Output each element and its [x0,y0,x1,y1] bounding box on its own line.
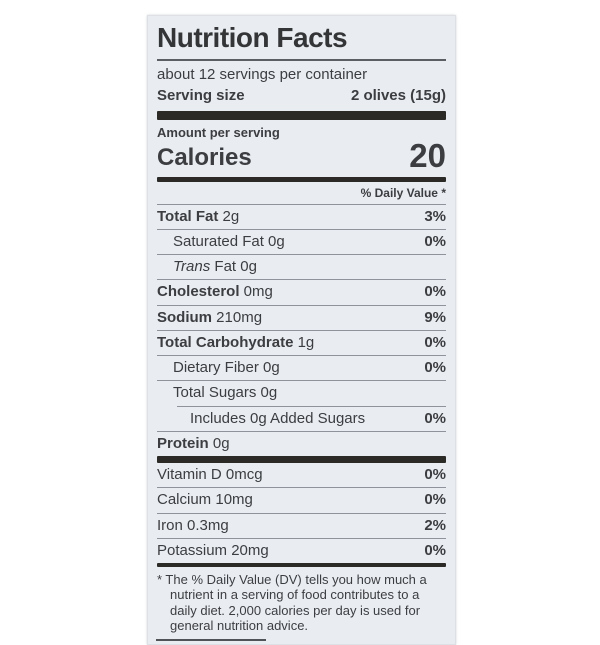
label-title: Nutrition Facts [157,20,446,61]
nutrient-percent: 3% [424,207,446,225]
calories-value: 20 [409,137,446,175]
calories-row [157,137,446,175]
nutrient-name: Protein 0g [157,434,230,452]
vitamin-row-potassium [157,538,446,563]
vitamin-name: Iron 0.3mg [157,516,229,534]
nutrient-name: Includes 0g Added Sugars [190,409,366,427]
vitamin-percent: 2% [424,516,446,534]
daily-value-footnote: * The % Daily Value (DV) tells you how much a nutrient in a serving of food contributes to a daily diet. 2,000 calories per day is used for general nutrition advice. [157,572,427,633]
vitamin-row-iron [157,513,446,538]
nutrient-row-trans-fat [157,254,446,279]
vitamin-name: Potassium 20mg [157,541,269,559]
amount-per-serving-label: Amount per serving [157,124,280,140]
nutrient-row-saturated-fat [157,229,446,254]
vitamin-percent: 0% [424,491,446,509]
nutrient-name: Sodium 210mg [157,308,263,326]
daily-value-header: % Daily Value * [360,185,446,200]
thick-divider-protein [157,456,446,463]
nutrient-row-added-sugars [157,407,446,431]
nutrient-name: Total Sugars 0g [173,384,278,402]
thick-divider-top [157,111,446,120]
nutrient-name: Cholesterol 0mg [157,283,273,301]
nutrient-name: Total Fat 2g [157,207,240,225]
vitamin-percent: 0% [424,541,446,559]
servings-per-container: about 12 servings per container [157,65,368,83]
nutrient-row-sodium [157,305,446,330]
nutrient-name: Trans Fat 0g [173,258,257,276]
vitamin-name: Vitamin D 0mcg [157,466,263,484]
vitamin-name: Calcium 10mg [157,491,253,509]
nutrient-name: Dietary Fiber 0g [173,359,280,377]
nutrient-percent: 0% [424,283,446,301]
nutrient-name: Saturated Fat 0g [173,232,285,250]
nutrient-row-total-sugars [157,380,446,405]
vitamin-row-calcium [157,487,446,512]
nutrient-name: Total Carbohydrate 1g [157,333,315,351]
vitamin-percent: 0% [424,466,446,484]
serving-size-value: 2 olives (15g) [350,86,446,104]
serving-size-row [157,85,446,111]
nutrient-percent: 0% [424,359,446,377]
nutrient-row-dietary-fiber [157,355,446,380]
nutrient-percent: 0% [424,333,446,351]
label-bottom-edge [156,639,266,641]
nutrient-row-total-carbohydrate [157,330,446,355]
nutrition-facts-label [147,15,456,645]
nutrient-percent: 0% [424,409,446,427]
nutrient-percent: 0% [424,232,446,250]
nutrient-row-protein [157,431,446,456]
calories-label: Calories [157,144,252,172]
serving-size-label: Serving size [157,86,245,104]
vitamin-row-vitamin-d [157,463,446,487]
nutrient-percent: 9% [424,308,446,326]
nutrient-row-cholesterol [157,279,446,304]
nutrient-row-total-fat [157,204,446,229]
